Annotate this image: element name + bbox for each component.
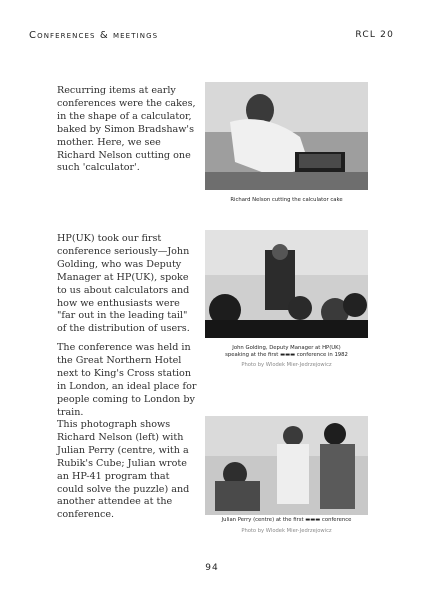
photo-cake-cutting (205, 82, 368, 190)
paragraph-julian-perry: This photograph shows Richard Nelson (left) with Julian Perry (centre, with a Rubik's Cube; Julian wrote an HP-41 program that could solve the puzzle) and another attendee at the conference. (57, 419, 190, 521)
page-number: 94 (205, 563, 219, 573)
caption-line-1: John Golding, Deputy Manager at HP(UK) (232, 345, 341, 351)
caption-julian-perry: Julian Perry (centre) at the first ▬▬▬ conference (221, 517, 352, 523)
caption-cake: Richard Nelson cutting the calculator cake (230, 197, 343, 203)
photo-credit-1: Photo by Wlodek Mier-Jedrzejowicz (241, 362, 332, 368)
running-header-section: Conferences & meetings (29, 30, 159, 41)
paragraph-cake: Recurring items at early conferences were the cakes, in the shape of a calculator, baked by Simon Bradshaw's mother. Here, we see Richard Nelson cutting one such 'calculator'. (57, 85, 196, 174)
photo-john-golding (205, 230, 368, 338)
caption-line-2: speaking at the first ▬▬▬ conference in 1982 (225, 352, 348, 358)
photo-credit-2: Photo by Wlodek Mier-Jedrzejowicz (241, 528, 332, 534)
paragraph-conference-venue: The conference was held in the Great Northern Hotel next to King's Cross station in London, an ideal place for people coming to London by train. (57, 342, 197, 418)
photo-julian-perry (205, 416, 368, 515)
running-header-issue: RCL 20 (355, 30, 394, 40)
paragraph-john-golding: HP(UK) took our first conference seriously—John Golding, who was Deputy Manager at HP(UK), spoke to us about calculators and how we enthusiasts were "far out in the leading tail" of the distribution of users. (57, 233, 190, 335)
